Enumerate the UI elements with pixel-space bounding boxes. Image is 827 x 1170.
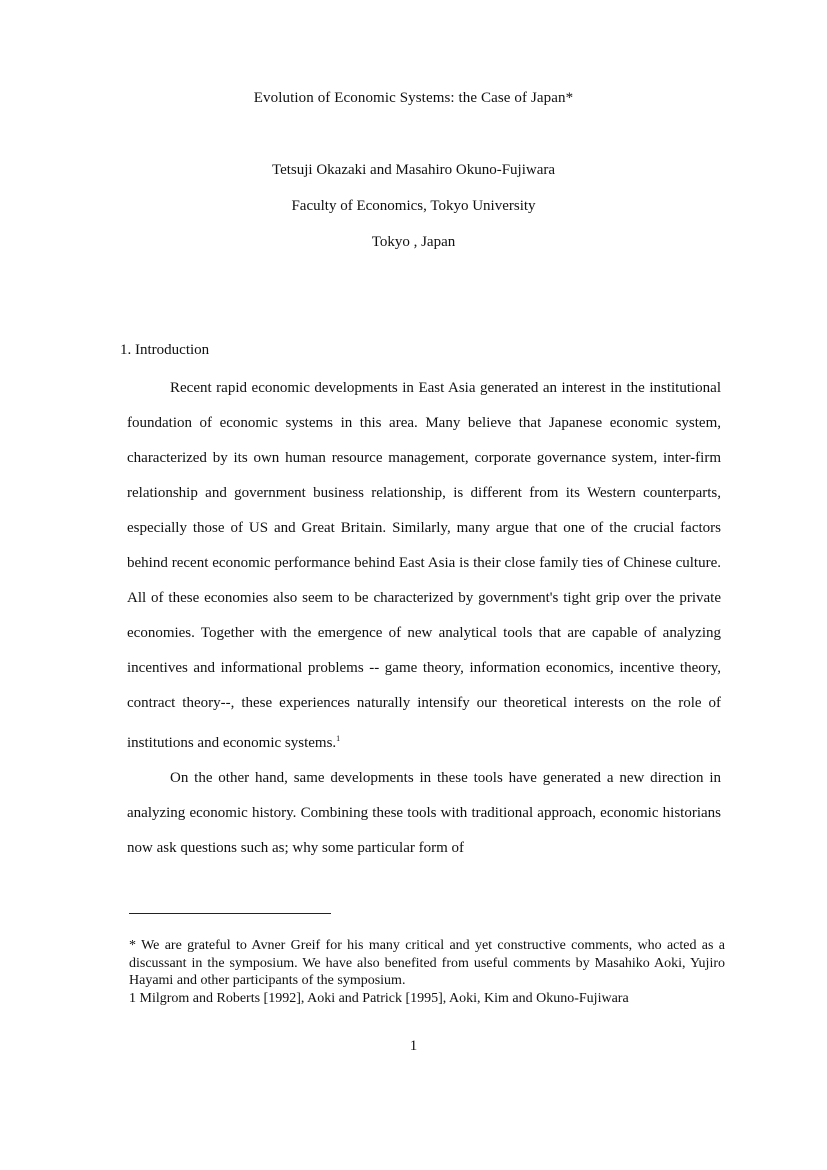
paragraph (127, 371, 721, 761)
authors: Tetsuji Okazaki and Masahiro Okuno-Fujiwara (271, 162, 556, 178)
page-number: 1 (409, 1038, 418, 1054)
location: Tokyo , Japan (371, 234, 456, 250)
footnote-divider (129, 913, 331, 914)
section-heading: 1. Introduction (120, 342, 210, 358)
affiliation: Faculty of Economics, Tokyo University (291, 198, 536, 214)
body-text (127, 371, 721, 866)
paragraph: On the other hand, same developments in these tools have generated a new direction in analyzing economic history. Combining these tools with traditional approach, economic historians now ask questions such as; why some particular form of (127, 770, 721, 856)
footnotes (129, 937, 725, 1007)
footnote: 1 Milgrom and Roberts [1992], Aoki and Patrick [1995], Aoki, Kim and Okuno-Fujiwara (129, 990, 629, 1006)
footnote-marker: 1 (336, 734, 341, 743)
footnote: * We are grateful to Avner Greif for his many critical and yet constructive comments, who acted as a discussant in the symposium. We have also benefited from useful comments by Masahiko Aoki, Yujiro Hayami and other participants of the symposium. (129, 938, 725, 988)
paper-title: Evolution of Economic Systems: the Case of Japan* (253, 90, 574, 106)
paragraph-text: Recent rapid economic developments in East Asia generated an interest in the institutional foundation of economic systems in this area. Many believe that Japanese economic system, characterized by its own human resource management, corporate governance system, inter-firm relationship and government business relationship, is different from its Western counterparts, especially those of US and Great Britain. Similarly, many argue that one of the crucial factors behind recent economic performance behind East Asia is their close family ties of Chinese culture. All of these economies also seem to be characterized by government's tight grip over the private economies. Together with the emergence of new analytical tools that are capable of analyzing incentives and informational problems -- game theory, information economics, incentive theory, contract theory--, these experiences naturally intensify our theoretical interests on the role of institutions and economic systems. (127, 380, 721, 751)
